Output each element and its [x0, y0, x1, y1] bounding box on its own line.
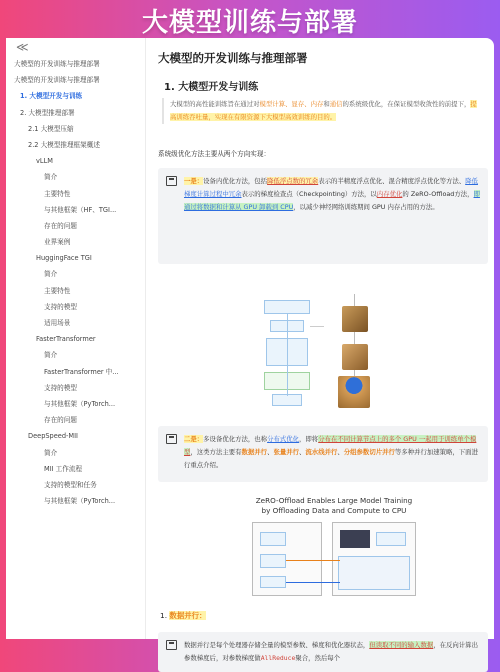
toc-item[interactable]: 主要特性	[44, 286, 71, 295]
toc-item[interactable]: 存在的问题	[44, 221, 77, 230]
toc-item[interactable]: 大模型的开发训练与推理部署	[14, 60, 100, 68]
dog-image	[342, 344, 368, 370]
diagram-block	[340, 530, 370, 548]
callout-text: 等多种并行加速策略，下面进行重点介绍。	[184, 448, 478, 469]
toc-item[interactable]: 简介	[44, 448, 58, 457]
intro-text: 和	[323, 100, 330, 108]
callout-separator: 、	[337, 448, 344, 456]
dog-image	[342, 306, 368, 332]
toc-item[interactable]: FasterTransformer	[36, 335, 96, 344]
callout-tag: 一是：	[184, 177, 204, 185]
dog-image	[338, 376, 370, 408]
callout-text: 表示的梯度检查点（Checkpointing）方法，以	[241, 190, 377, 198]
toc-item[interactable]: 简介	[44, 351, 58, 360]
callout-emphasis: 分布在不同计算节点上的多个 GPU 一起用于训练单个模型	[184, 435, 477, 456]
toc-item[interactable]: 与其他框架（PyTorch...	[44, 399, 116, 408]
toc-sidebar	[6, 38, 146, 639]
diagram-block	[260, 554, 286, 568]
diagram-block	[376, 532, 406, 546]
callout-text: ，在反向计算出参数梯度后，对参数梯度做	[184, 641, 478, 662]
toc-item[interactable]: 简介	[44, 173, 58, 182]
toc-item[interactable]: DeepSpeed-MII	[28, 432, 79, 441]
banner-title: 大模型训练与部署	[141, 7, 358, 38]
toc-item[interactable]: HuggingFace TGI	[36, 254, 92, 263]
page-title: 大模型的开发训练与推理部署	[158, 51, 308, 65]
figure-title-line: ZeRO-Offload Enables Large Model Training	[255, 496, 413, 505]
toc-item[interactable]: 适用场景	[44, 319, 71, 327]
document-card	[6, 38, 494, 662]
callout-tag: 二是：	[184, 435, 204, 443]
diagram-block	[264, 300, 310, 314]
toc-item[interactable]: 业界案例	[44, 238, 71, 247]
toc-item[interactable]: 支持的模型和任务	[44, 480, 97, 489]
note-icon	[166, 640, 177, 650]
intro-quote	[162, 98, 482, 124]
callout-text: ，这类方法主要有	[190, 448, 242, 456]
toc-item[interactable]: FasterTransformer 中...	[44, 367, 119, 376]
lead-paragraph: 系统级优化方法主要从两个方向实现：	[158, 150, 271, 158]
callout-text: 数据并行是每个处理器存储全量的模型参数、梯度和优化器状态，	[184, 641, 370, 649]
diagram-block	[260, 532, 286, 546]
toc-item[interactable]: 与其他框架（HF、TGI...	[44, 205, 117, 214]
figure-title-line: by Offloading Data and Compute to CPU	[261, 506, 407, 515]
toc-item[interactable]: 主要特性	[44, 189, 71, 198]
strategy-sharded-parallel: 分组参数切片并行	[343, 448, 395, 456]
top-banner	[0, 0, 500, 40]
toc-item[interactable]: 与其他框架（PyTorch...	[44, 497, 116, 506]
callout-text: ，以减少神经网络训练期间 GPU 内存占用的方法。	[293, 203, 439, 211]
list-item-data-parallel	[160, 610, 206, 621]
toc-item[interactable]: MII 工作流程	[44, 464, 83, 473]
section-heading: 1. 大模型开发与训练	[164, 82, 259, 93]
intro-highlight: 提高训练吞吐量，实现在有限资源下大模型高效训练的目的。	[170, 100, 477, 121]
intro-highlight: 通信	[329, 100, 343, 108]
toc-item[interactable]: 支持的模型	[44, 383, 77, 392]
figure-title	[234, 496, 434, 516]
document-body	[158, 38, 488, 662]
diagram-arrow	[287, 314, 288, 396]
callout-emphasis: 即通过将数据和计算从 GPU 卸载到 CPU	[184, 190, 480, 211]
toc-item[interactable]: 大模型的开发训练与推理部署	[14, 76, 100, 85]
callout-separator: 、	[267, 448, 274, 456]
strategy-data-parallel: 数据并行	[241, 448, 268, 456]
toc-item[interactable]: 1. 大模型开发与训练	[20, 92, 83, 101]
intro-text: 大模型的高性能训练旨在通过对	[170, 100, 260, 108]
callout-emphasis: 内存优化	[376, 190, 403, 198]
toc-item[interactable]: vLLM	[36, 157, 53, 166]
callout-text: 多设备优化方法，也称	[203, 435, 268, 443]
callout-emphasis: 但读取不同的输入数据	[369, 641, 434, 649]
intro-text: 的系统级优化，在保证模型收敛性的前提下，	[342, 100, 471, 108]
checkpointing-figure	[264, 288, 434, 418]
toc-item[interactable]: 2.1 大模型压缩	[28, 124, 74, 133]
diagram-arrow	[286, 560, 340, 561]
intro-highlight: 模型计算、显存、内存	[259, 100, 324, 108]
diagram-block	[260, 576, 286, 588]
callout-text: 设备内优化方法，包括	[203, 177, 268, 185]
callout-separator: 、	[299, 448, 306, 456]
note-icon	[166, 176, 177, 186]
callout-emphasis: 降低浮点数的冗余	[267, 177, 319, 185]
list-number: 1.	[160, 611, 168, 620]
diagram-block	[338, 556, 410, 590]
inline-code: AllReduce	[260, 654, 296, 662]
diagram-arrow	[310, 326, 324, 327]
toc-item[interactable]: 支持的模型	[44, 302, 77, 311]
zero-offload-figure	[234, 492, 434, 600]
strategy-pipeline-parallel: 流水线并行	[305, 448, 338, 456]
toc-item[interactable]: 2.2 大模型推理框架概述	[28, 140, 100, 149]
toc-item[interactable]: 简介	[44, 270, 58, 279]
toc-item[interactable]: 2. 大模型推理部署	[20, 108, 75, 117]
callout-text: 的 ZeRO-Offload方法，	[402, 190, 474, 198]
callout-text: 表示的半精度浮点优化、混合精度浮点优化等方法、	[318, 177, 466, 185]
callout-emphasis: 降低梯度计算过程中冗余	[184, 177, 478, 198]
diagram-arrow	[286, 582, 340, 583]
list-label: 数据并行：	[169, 611, 207, 620]
callout-emphasis: 分布式优化	[267, 435, 300, 443]
toc-item[interactable]: 存在的问题	[44, 416, 77, 425]
callout-data-parallel	[158, 632, 488, 672]
toc-list	[6, 56, 146, 509]
strategy-tensor-parallel: 张量并行	[273, 448, 300, 456]
callout-text: ，即将	[299, 435, 319, 443]
callout-text: 聚合，然后每个	[295, 654, 341, 662]
callout-distributed-optimization	[158, 426, 488, 482]
note-icon	[166, 434, 177, 444]
callout-device-optimization	[158, 168, 488, 264]
collapse-sidebar-icon[interactable]: ≪	[16, 40, 29, 54]
